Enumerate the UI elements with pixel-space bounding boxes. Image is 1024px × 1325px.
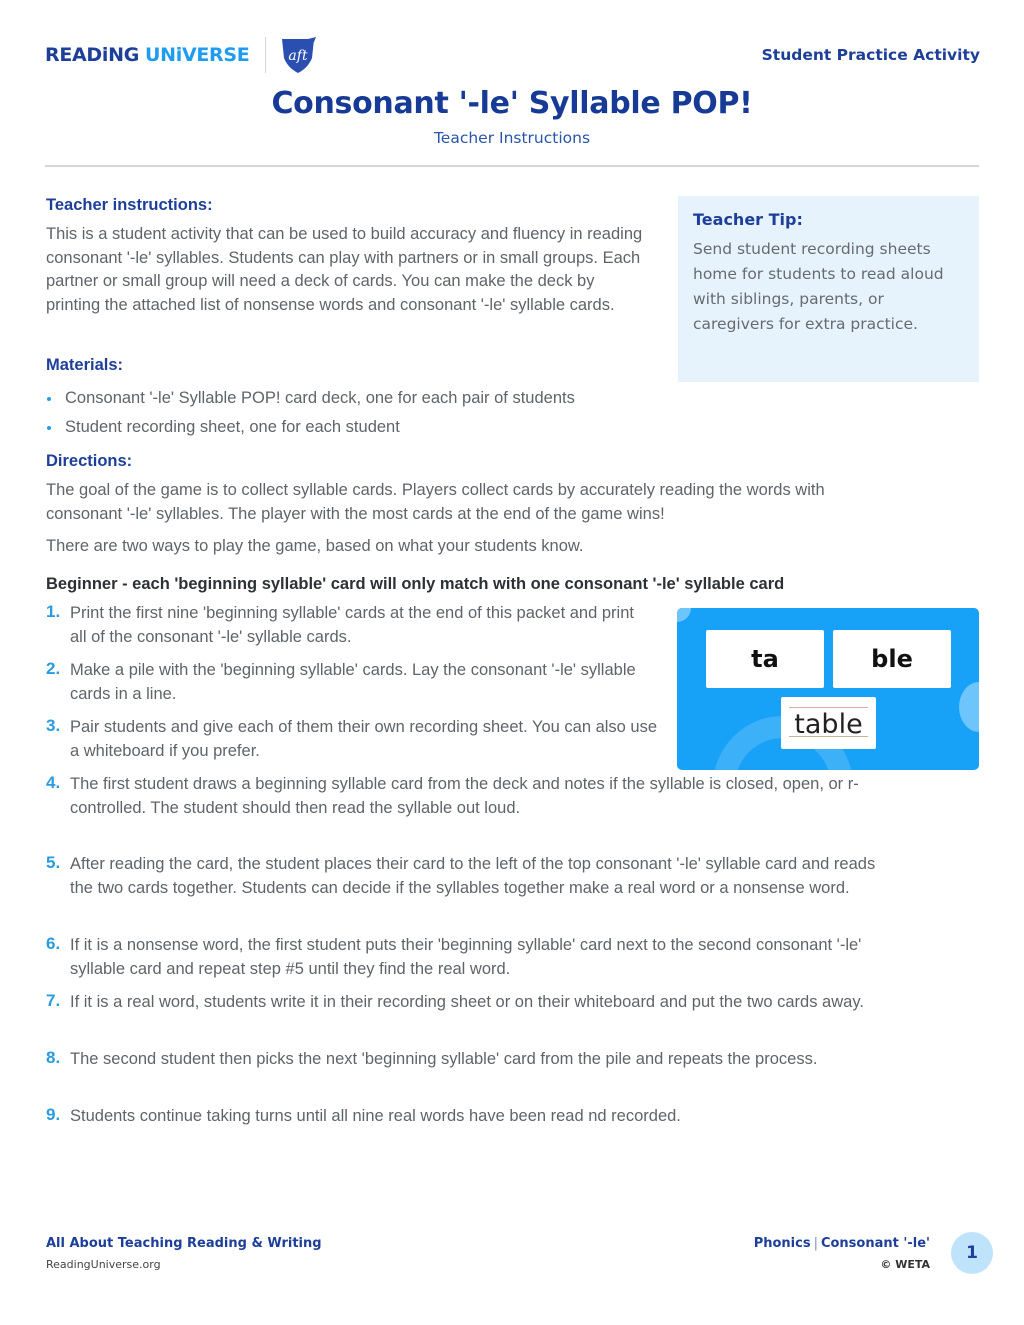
header-divider [45, 165, 979, 167]
materials-list [46, 384, 575, 442]
page-header [0, 0, 1024, 90]
logo-divider [265, 37, 266, 73]
footer-topic-separator: | [813, 1236, 818, 1251]
page-subtitle: Teacher Instructions [433, 129, 591, 147]
step-text: If it is a real word, students write it in their recording sheet or on their whiteboard and put the two cards away. [70, 993, 864, 1011]
aft-shield-icon [278, 36, 318, 74]
teacher-tip-body: Send student recording sheets home for students to read aloud with siblings, parents, or caregivers for extra practice. [693, 240, 944, 333]
step-number: 7. [46, 991, 61, 1010]
step-number: 1. [46, 602, 61, 621]
step-number: 4. [46, 773, 61, 792]
step-item [46, 659, 646, 706]
reading-universe-logo[interactable] [45, 36, 318, 74]
footer-topic-name: Consonant '-le' [820, 1236, 930, 1251]
step-text: Pair students and give each of them their own recording sheet. You can also use a whiteboard if you prefer. [70, 718, 658, 760]
step-item [46, 934, 886, 981]
footer-topic [754, 1236, 930, 1251]
page-number-badge: 1 [951, 1232, 993, 1274]
step-item [46, 773, 866, 820]
step-text: The second student then picks the next 'beginning syllable' card from the pile and repeats the process. [70, 1050, 818, 1068]
page-title: Consonant '-le' Syllable POP! [271, 86, 753, 121]
footer-website-link[interactable]: ReadingUniverse.org [46, 1258, 161, 1271]
step-number: 9. [46, 1105, 61, 1124]
step-text: Students continue taking turns until all nine real words have been read nd recorded. [70, 1107, 681, 1125]
step-text: The first student draws a beginning syllable card from the deck and notes if the syllable is closed, open, or r-controlled. The student should then read the syllable out loud. [70, 775, 859, 817]
step-text: If it is a nonsense word, the first student puts their 'beginning syllable' card next to the second consonant '-le' syllable card and repeat step #5 until they find the real word. [70, 936, 862, 978]
step-item [46, 1048, 836, 1072]
step-number: 8. [46, 1048, 61, 1067]
step-number: 3. [46, 716, 61, 735]
step-item [46, 602, 646, 649]
directions-intro: The goal of the game is to collect syllable cards. Players collect cards by accurately reading the words with consonant '-le' syllables. The player with the most cards at the end of the game wins! [46, 481, 825, 523]
teacher-instructions-body: This is a student activity that can be used to build accuracy and fluency in reading consonant '-le' syllables. Students can play with partners or in small groups. Each partner or small group will need a deck of cards. You can make the deck by printing the attached list of nonsense words and consonant '-le' syllable cards. [46, 225, 643, 314]
beginning-syllable-card: ta [706, 630, 824, 688]
step-text: Print the first nine 'beginning syllable' cards at the end of this packet and print all of the consonant '-le' syllable cards. [70, 604, 634, 646]
step-item [46, 853, 886, 900]
directions-ways: There are two ways to play the game, based on what your students know. [46, 537, 584, 555]
svg-text:aft: aft [288, 48, 308, 64]
decorative-circle [959, 682, 979, 732]
bullet-icon [47, 426, 51, 430]
logo-reading-text: READiNG [45, 44, 139, 66]
footer-tagline: All About Teaching Reading & Writing [46, 1236, 322, 1251]
step-text: Make a pile with the 'beginning syllable' cards. Lay the consonant '-le' syllable cards in a line. [70, 661, 636, 703]
materials-item: Consonant '-le' Syllable POP! card deck, one for each pair of students [46, 384, 575, 413]
step-text: After reading the card, the student places their card to the left of the top consonant '-le' syllable card and reads the two cards together. Students can decide if the syllables together make a real word or a nonsense word. [70, 855, 876, 897]
step-number: 5. [46, 853, 61, 872]
teacher-tip-heading: Teacher Tip: [693, 210, 803, 229]
decorative-circle [677, 608, 691, 622]
materials-heading: Materials: [46, 356, 124, 374]
directions-heading: Directions: [46, 452, 133, 470]
consonant-le-syllable-card: ble [833, 630, 951, 688]
footer-copyright: © WETA [880, 1258, 930, 1271]
handwritten-word: table [794, 708, 863, 740]
bullet-icon [47, 397, 51, 401]
teacher-tip-box [678, 196, 979, 382]
syllable-cards-illustration [677, 608, 979, 770]
activity-type-label: Student Practice Activity [761, 46, 980, 64]
step-item [46, 1105, 896, 1129]
logo-universe-text: UNiVERSE [145, 44, 250, 66]
materials-item: Student recording sheet, one for each student [46, 413, 575, 442]
handwritten-word-card [781, 697, 876, 749]
beginner-mode-heading: Beginner - each 'beginning syllable' card will only match with one consonant '-le' syllable card [46, 575, 785, 593]
step-item [46, 716, 666, 763]
teacher-instructions-heading: Teacher instructions: [46, 196, 213, 214]
footer-topic-category: Phonics [753, 1236, 811, 1251]
step-number: 2. [46, 659, 61, 678]
step-item [46, 991, 896, 1015]
step-number: 6. [46, 934, 61, 953]
